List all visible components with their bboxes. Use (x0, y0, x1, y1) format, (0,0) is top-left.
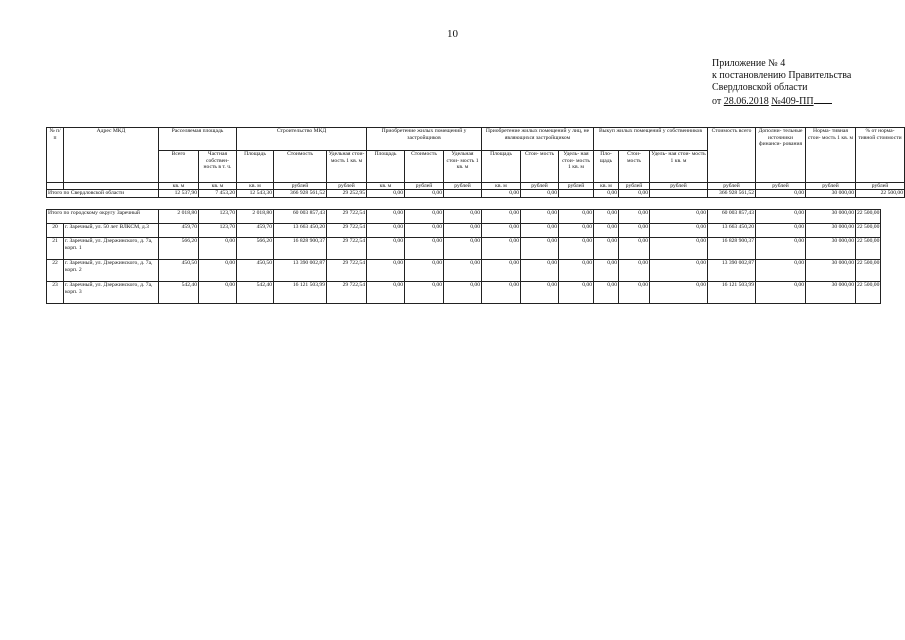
row-address: г. Заречный, ул. Дзержинского, д. 7а, корп. 1 (64, 238, 159, 260)
table-cell: 0,00 (594, 190, 619, 198)
table-row (47, 224, 881, 238)
table-cell: 0,00 (594, 260, 619, 282)
table-cell: 542,40 (159, 282, 199, 304)
table-cell: 13 390 002,87 (708, 260, 756, 282)
table-cell: 7 453,20 (199, 190, 237, 198)
col-address-header: Адрес МКД (64, 128, 159, 183)
table-cell: 0,00 (444, 210, 482, 224)
table-cell: 30 000,00 (806, 224, 856, 238)
row-num: 22 (47, 260, 64, 282)
table-cell: 0,00 (521, 190, 559, 198)
table-cell: 566,20 (159, 238, 199, 260)
table-cell: 0,00 (594, 210, 619, 224)
table-cell: 0,00 (199, 238, 237, 260)
table-cell: 0,00 (367, 260, 405, 282)
col-percent-header: % от норма- тивной стоимости (856, 128, 905, 183)
table-cell: 2 018,80 (237, 210, 274, 224)
sub-cost-2: Стоимость (405, 151, 444, 183)
appendix-line-2: к постановлению Правительства (712, 70, 852, 81)
unit-cell: рублей (708, 183, 756, 190)
appendix-line-1: Приложение № 4 (712, 58, 786, 69)
table-cell: 0,00 (756, 210, 806, 224)
resolution-number: 409-ПП (780, 96, 814, 107)
table-cell: 0,00 (482, 282, 521, 304)
col-acq-dev-header: Приобретение жилых помещений у застройщиков (367, 128, 482, 151)
table-cell: 30 000,00 (806, 238, 856, 260)
table-row (47, 260, 881, 282)
table-cell: 30 000,00 (806, 210, 856, 224)
col-acq-nondev-header: Приобретение жилых помещений у лиц, не являющихся застройщиком (482, 128, 594, 151)
row-num: 23 (47, 282, 64, 304)
table-cell: 123,70 (199, 210, 237, 224)
table-cell: 366 928 561,52 (274, 190, 327, 198)
sub-area-4: Пло- щадь (594, 151, 619, 183)
table-cell: 0,00 (619, 210, 650, 224)
sub-area-2: Площадь (367, 151, 405, 183)
table-cell: 0,00 (482, 224, 521, 238)
unit-cell: рублей (856, 183, 905, 190)
unit-cell: рублей (619, 183, 650, 190)
table-cell: 0,00 (521, 210, 559, 224)
unit-cell: рублей (756, 183, 806, 190)
table-cell: 0,00 (650, 260, 708, 282)
col-normative-header: Норма- тивная стои- мость 1 кв. м (806, 128, 856, 183)
table-cell: 0,00 (594, 224, 619, 238)
table-cell: 0,00 (367, 282, 405, 304)
table-cell: 366 928 561,52 (708, 190, 756, 198)
table-cell: 0,00 (650, 224, 708, 238)
table-cell: 22 500,00 (856, 190, 905, 198)
table-cell: 0,00 (405, 282, 444, 304)
row-num: 21 (47, 238, 64, 260)
table-cell: 566,20 (237, 238, 274, 260)
table-cell: 459,70 (159, 224, 199, 238)
sub-cost: Стоимость (274, 151, 327, 183)
unit-cell: кв. м (237, 183, 274, 190)
table-cell: 0,00 (367, 190, 405, 198)
table-cell: 0,00 (521, 224, 559, 238)
table-cell: 29 722,54 (327, 238, 367, 260)
table-cell: 0,00 (619, 282, 650, 304)
table-cell: 22 500,00 (856, 210, 881, 224)
table-cell: 0,00 (756, 190, 806, 198)
unit-cell: рублей (521, 183, 559, 190)
resolution-date: 28.06.2018 (723, 96, 769, 107)
table-cell: 0,00 (619, 224, 650, 238)
table-cell: 29 722,54 (327, 260, 367, 282)
unit-cell: кв. м (199, 183, 237, 190)
table-cell: 29 722,54 (327, 210, 367, 224)
unit-cell: рублей (806, 183, 856, 190)
row-num: 20 (47, 224, 64, 238)
units-row (47, 183, 905, 190)
table-cell: 0,00 (650, 210, 708, 224)
table-cell: 0,00 (444, 238, 482, 260)
sub-area-3: Площадь (482, 151, 521, 183)
table-cell: 0,00 (405, 224, 444, 238)
table-cell: 60 003 857,43 (274, 210, 327, 224)
unit-cell: кв. м (482, 183, 521, 190)
table-cell: 0,00 (405, 210, 444, 224)
col-construction-header: Строительство МКД (237, 128, 367, 151)
table-cell: 0,00 (367, 238, 405, 260)
table-cell: 13 663 450,20 (708, 224, 756, 238)
table-cell: 0,00 (367, 210, 405, 224)
sub-specific-4: Удель- ная стои- мость 1 кв. м (650, 151, 708, 183)
table-cell: 0,00 (199, 282, 237, 304)
table-cell: 0,00 (482, 210, 521, 224)
table-cell: 0,00 (405, 238, 444, 260)
sub-specific-3: Удель- ная стои- мость 1 кв. м (559, 151, 594, 183)
table-cell: 0,00 (619, 190, 650, 198)
table-cell: 0,00 (650, 238, 708, 260)
unit-cell: рублей (444, 183, 482, 190)
header-table (46, 127, 905, 198)
unit-cell: рублей (405, 183, 444, 190)
table-row (47, 282, 881, 304)
table-cell: 0,00 (559, 238, 594, 260)
table-cell: 30 000,00 (806, 282, 856, 304)
sub-private: Частная собствен- ность в т. ч. (199, 151, 237, 183)
table-cell: 0,00 (444, 282, 482, 304)
table-cell: 542,40 (237, 282, 274, 304)
appendix-block (712, 58, 851, 108)
table-cell: 16 828 900,37 (274, 238, 327, 260)
unit-cell: кв. м (367, 183, 405, 190)
number-underline (814, 94, 832, 104)
table-cell: 16 121 503,99 (274, 282, 327, 304)
table-cell: 60 003 857,43 (708, 210, 756, 224)
unit-cell: кв. м (159, 183, 199, 190)
table-cell: 459,70 (237, 224, 274, 238)
unit-cell: рублей (559, 183, 594, 190)
table-cell: 2 018,80 (159, 210, 199, 224)
table-cell: 0,00 (521, 282, 559, 304)
table-cell: 0,00 (756, 282, 806, 304)
table-cell: 0,00 (559, 282, 594, 304)
table-cell: 30 000,00 (806, 190, 856, 198)
table-cell: 13 390 002,87 (274, 260, 327, 282)
table-cell: 0,00 (521, 260, 559, 282)
sub-specific: Удельная стои- мость 1 кв. м (327, 151, 367, 183)
table-cell: 0,00 (521, 238, 559, 260)
table-cell: 0,00 (650, 282, 708, 304)
table-cell: 450,50 (159, 260, 199, 282)
page-number: 10 (447, 28, 458, 40)
table-cell: 0,00 (756, 260, 806, 282)
table-cell: 22 500,00 (856, 282, 881, 304)
table-cell: 0,00 (444, 224, 482, 238)
table-cell: 0,00 (559, 210, 594, 224)
table-cell: 16 828 900,37 (708, 238, 756, 260)
table-cell: 12 543,30 (237, 190, 274, 198)
table-cell: 0,00 (482, 260, 521, 282)
table-cell: 450,50 (237, 260, 274, 282)
table-cell: 123,70 (199, 224, 237, 238)
district-total-row (47, 210, 881, 224)
row-address: г. Заречный, ул. Дзержинского, д. 7а, корп. 2 (64, 260, 159, 282)
sub-area: Площадь (237, 151, 274, 183)
table-cell: 0,00 (482, 190, 521, 198)
sub-total: Всего (159, 151, 199, 183)
appendix-line-3: Свердловской области (712, 82, 808, 93)
col-buyout-header: Выкуп жилых помещений у собственников (594, 128, 708, 151)
table-cell: 22 500,00 (856, 224, 881, 238)
table-cell: 29 722,54 (327, 224, 367, 238)
row-address: г. Заречный, ул. 50 лет ВЛКСМ, д.3 (64, 224, 159, 238)
number-prefix: № (771, 96, 781, 107)
table-cell: 30 000,00 (806, 260, 856, 282)
table-cell: 0,00 (619, 238, 650, 260)
table-cell: 22 500,00 (856, 260, 881, 282)
table-cell: 29 252,95 (327, 190, 367, 198)
appendix-date-line (712, 94, 851, 108)
table-cell (559, 190, 594, 198)
table-cell: 22 500,00 (856, 238, 881, 260)
col-resettled-header: Расселяемая площадь (159, 128, 237, 151)
table-cell: 0,00 (619, 260, 650, 282)
table-cell: 0,00 (559, 260, 594, 282)
table-cell: 0,00 (444, 260, 482, 282)
table-cell (650, 190, 708, 198)
table-cell: 12 537,90 (159, 190, 199, 198)
table-cell: 0,00 (405, 190, 444, 198)
col-total-cost-header: Стоимость всего (708, 128, 756, 183)
table-cell: 0,00 (367, 224, 405, 238)
table-cell: 0,00 (199, 260, 237, 282)
sub-cost-3: Стои- мость (521, 151, 559, 183)
table-cell: 0,00 (594, 238, 619, 260)
col-additional-header: Дополни- тельные источники финанси- рования (756, 128, 806, 183)
table-cell: 0,00 (594, 282, 619, 304)
date-prefix: от (712, 96, 722, 107)
col-num-header: № п/п (47, 128, 64, 183)
unit-cell: кв. м (594, 183, 619, 190)
region-total-row (47, 190, 905, 198)
table-cell: 0,00 (405, 260, 444, 282)
table-cell: 16 121 503,99 (708, 282, 756, 304)
sub-cost-4: Стои- мость (619, 151, 650, 183)
table-cell: 29 722,54 (327, 282, 367, 304)
table-cell: 0,00 (482, 238, 521, 260)
table-cell: 0,00 (756, 224, 806, 238)
district-total-label: Итого по городскому округу Заречный (47, 210, 159, 224)
unit-cell: рублей (650, 183, 708, 190)
region-total-label: Итого по Свердловской области (47, 190, 159, 198)
table-row (47, 238, 881, 260)
row-address: г. Заречный, ул. Дзержинского, д. 7а, корп. 3 (64, 282, 159, 304)
table-cell: 13 663 450,20 (274, 224, 327, 238)
district-table (46, 209, 881, 304)
table-cell: 0,00 (756, 238, 806, 260)
unit-cell: рублей (274, 183, 327, 190)
table-cell (444, 190, 482, 198)
unit-cell: рублей (327, 183, 367, 190)
sub-specific-2: Удельная стои- мость 1 кв. м (444, 151, 482, 183)
table-cell: 0,00 (559, 224, 594, 238)
